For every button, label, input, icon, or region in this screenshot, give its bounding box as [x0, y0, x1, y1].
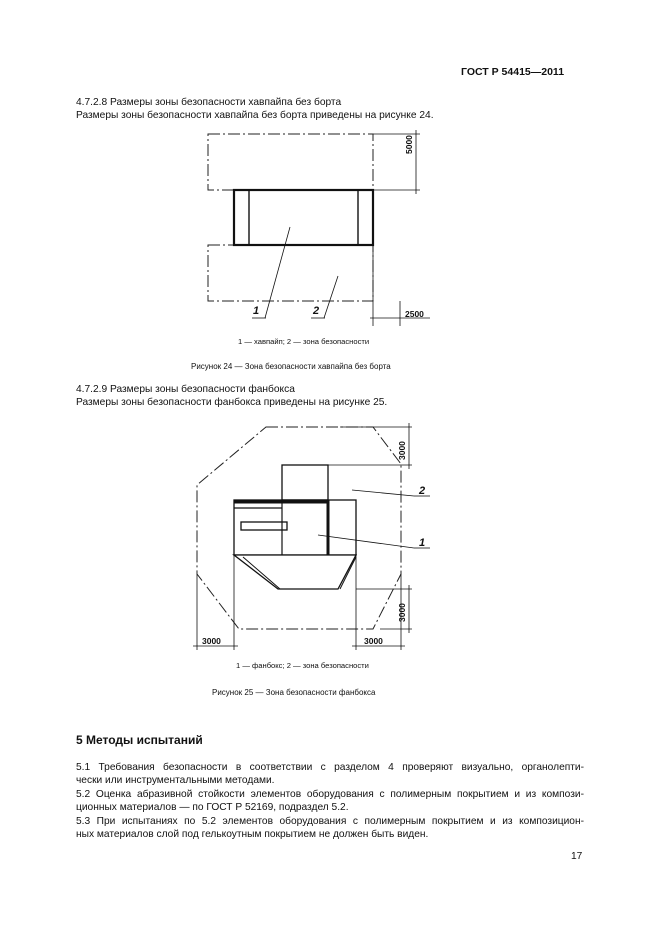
fig25-dim-bottom-right: 3000 [364, 636, 383, 646]
fig24-label-1: 1 [253, 305, 260, 317]
para-5-3-line-2: ных материалов слой под гелькоутным покрытием не должен быть виден. [76, 829, 429, 840]
document-standard-number: ГОСТ Р 54415—2011 [461, 66, 565, 78]
fig24-legend: 1 — хавпайп; 2 — зона безопасности [238, 337, 370, 346]
fig24-label-2: 2 [313, 305, 320, 317]
fig25-dim-bottom-left: 3000 [202, 636, 221, 646]
para-5-2-line-2: ционных материалов — по ГОСТ Р 52169, подраздел 5.2. [76, 802, 349, 813]
fig24-caption: Рисунок 24 — Зона безопасности хавпайпа без борта [191, 362, 391, 371]
subsection-4729-heading: 4.7.2.9 Размеры зоны безопасности фанбокса [76, 384, 295, 395]
fig25-caption: Рисунок 25 — Зона безопасности фанбокса [212, 688, 376, 697]
subsection-4728-heading: 4.7.2.8 Размеры зоны безопасности хавпайпа без борта [76, 97, 342, 108]
fig25-funbox-top [282, 465, 328, 500]
fig24-dim-right: 2500 [405, 309, 424, 319]
para-5-1-line-1: 5.1 Требования безопасности в соответствии с разделом 4 проверяют визуально, органолепти- [76, 762, 584, 773]
page-number: 17 [571, 851, 583, 862]
fig25-label-2: 2 [419, 485, 426, 497]
fig24-dim-top: 5000 [404, 135, 414, 154]
fig25-dim-right: 3000 [397, 603, 407, 622]
fig25-ramp [234, 555, 356, 589]
para-5-3-line-1: 5.3 При испытаниях по 5.2 элементов оборудования с полимерным покрытием и из композицион- [76, 816, 584, 827]
fig25-dim-top: 3000 [397, 441, 407, 460]
fig25-legend: 1 — фанбокс; 2 — зона безопасности [236, 661, 369, 670]
para-5-2-line-1: 5.2 Оценка абразивной стойкости элементов оборудования с полимерным покрытием и из компози- [76, 789, 584, 800]
subsection-4728-text: Размеры зоны безопасности хавпайпа без борта приведены на рисунке 24. [76, 110, 434, 121]
fig25-leader-2 [352, 490, 414, 496]
subsection-4729-text: Размеры зоны безопасности фанбокса приведены на рисунке 25. [76, 397, 388, 408]
para-5-1-line-2: чески или инструментальными методами. [76, 775, 275, 786]
fig25-label-1: 1 [419, 537, 426, 549]
section-5-title: 5 Методы испытаний [76, 733, 203, 747]
